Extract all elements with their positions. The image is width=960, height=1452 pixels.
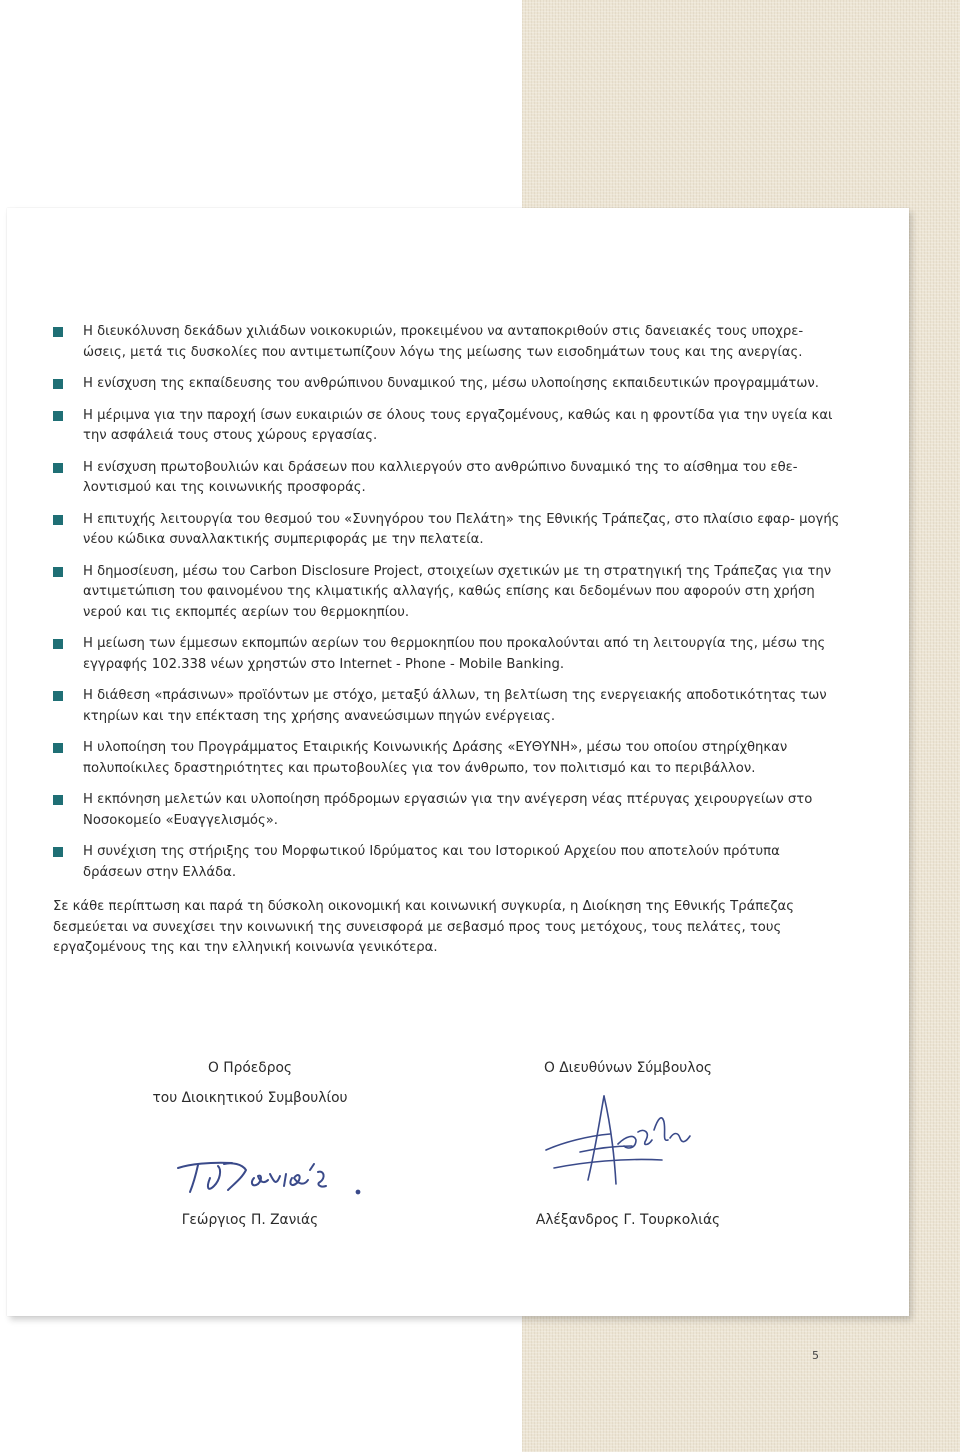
list-item-text: Η διευκόλυνση δεκάδων χιλιάδων νοικοκυριών, προκειμένου να ανταποκριθούν στις δανειακές τους υποχρε- ώσεις, μετά τις δυσκολίες που αντιμετωπίζουν λόγω της μείωσης των εισοδημάτων τους και της ανεργίας. (83, 324, 804, 360)
list-item-text: Η υλοποίηση του Προγράμματος Εταιρικής Κοινωνικής Δράσης «ΕΥΘΥΝΗ», μέσω του οποίου στηρίχθηκαν πολυποίκιλες δραστηριότητες και πρωτοβουλίες για τον άνθρωπο, τον πολιτισμό και το περιβάλλον. (83, 740, 788, 776)
list-item-text: Η ενίσχυση πρωτοβουλιών και δράσεων που καλλιεργούν στο ανθρώπινο δυναμικό της το αίσθημα του εθε- λοντισμού και της κοινωνικής προσφοράς. (83, 459, 798, 495)
closing-paragraph: Σε κάθε περίπτωση και παρά τη δύσκολη οικονομική και κοινωνική συγκυρία, η Διοίκηση της Εθνικής Τράπεζας δεσμεύεται να συνεχίσει την κοινωνική της συνεισφορά με σεβασμό προς τους μετόχους, τους πελάτες, τους εργαζομένους της και την ελληνική κοινωνία γενικότερα. (53, 899, 794, 955)
list-item (53, 458, 841, 499)
list-item (53, 790, 841, 831)
list-item (53, 374, 841, 395)
letter-body (53, 322, 841, 959)
list-item (53, 842, 841, 883)
list-item-text: Η ενίσχυση της εκπαίδευσης του ανθρώπινου δυναμικού της, μέσω υλοποίησης εκπαιδευτικών προγραμμάτων. (83, 376, 819, 391)
square-bullet-icon (53, 847, 63, 857)
square-bullet-icon (53, 795, 63, 805)
list-item (53, 322, 841, 363)
list-item (53, 510, 841, 551)
page-number: 5 (812, 1349, 819, 1362)
list-item-text: Η μέριμνα για την παροχή ίσων ευκαιριών σε όλους τους εργαζομένους, καθώς και η φροντίδα για την υγεία και την ασφάλειά τους στους χώρους εργασίας. (83, 407, 833, 443)
square-bullet-icon (53, 379, 63, 389)
list-item-text: Η επιτυχής λειτουργία του θεσμού του «Συνηγόρου του Πελάτη» της Εθνικής Τράπεζας, στο πλαίσιο εφαρ- μογής νέου κώδικα συναλλακτικής συμπεριφοράς με την πελατεία. (83, 511, 840, 547)
list-item (53, 562, 841, 624)
list-item (53, 406, 841, 447)
list-item-text: Η διάθεση «πράσινων» προϊόντων με στόχο, μεταξύ άλλων, τη βελτίωση της ενεργειακής αποδοτικότητας των κτηρίων και την επέκταση της χρήσης ανανεώσιμων πηγών ενέργειας. (83, 688, 827, 724)
ceo-name: Αλέξανδρος Γ. Τουρκολιάς (535, 1212, 721, 1228)
list-item (53, 686, 841, 727)
list-item-text: Η εκπόνηση μελετών και υλοποίηση πρόδρομων εργασιών για την ανέγερση νέας πτέρυγας χειρουργείων στο Νοσοκομείο «Ευαγγελισμός». (83, 792, 813, 828)
ceo-signature-block (528, 1058, 728, 1228)
list-item-text: Η δημοσίευση, μέσω του Carbon Disclosure Project, στοιχείων σχετικών με τη στρατηγική της Τράπεζας για την αντιμετώπιση του φαινομένου της κλιματικής αλλαγής, καθώς επίσης και δεδομένων που αφορούν στη χρήση νερού και τις εκπομπές αερίων του θερμοκηπίου. (83, 563, 832, 620)
list-item (53, 738, 841, 779)
list-item (53, 634, 841, 675)
square-bullet-icon (53, 567, 63, 577)
square-bullet-icon (53, 411, 63, 421)
list-item-text: Η συνέχιση της στήριξης του Μορφωτικού Ιδρύματος και του Ιστορικού Αρχείου που αποτελούν πρότυπα δράσεων στην Ελλάδα. (83, 844, 780, 880)
chairman-title: Ο Πρόεδρος (207, 1060, 292, 1076)
square-bullet-icon (53, 463, 63, 473)
ceo-handwritten-signature (544, 1088, 694, 1198)
chairman-handwritten-signature (170, 1148, 370, 1203)
square-bullet-icon (53, 639, 63, 649)
square-bullet-icon (53, 691, 63, 701)
chairman-name: Γεώργιος Π. Ζανιάς (181, 1212, 319, 1228)
square-bullet-icon (53, 515, 63, 525)
ceo-title: Ο Διευθύνων Σύμβουλος (544, 1060, 712, 1076)
achievements-list (53, 322, 841, 883)
square-bullet-icon (53, 743, 63, 753)
chairman-signature-block (150, 1058, 350, 1228)
list-item-text: Η μείωση των έμμεσων εκπομπών αερίων του θερμοκηπίου που προκαλούνται από τη λειτουργία της, μέσω της εγγραφής 102.338 νέων χρηστών στο Internet - Phone - Mobile Banking. (83, 636, 826, 672)
chairman-board-title: του Διοικητικού Συμβουλίου (152, 1090, 348, 1106)
square-bullet-icon (53, 327, 63, 337)
